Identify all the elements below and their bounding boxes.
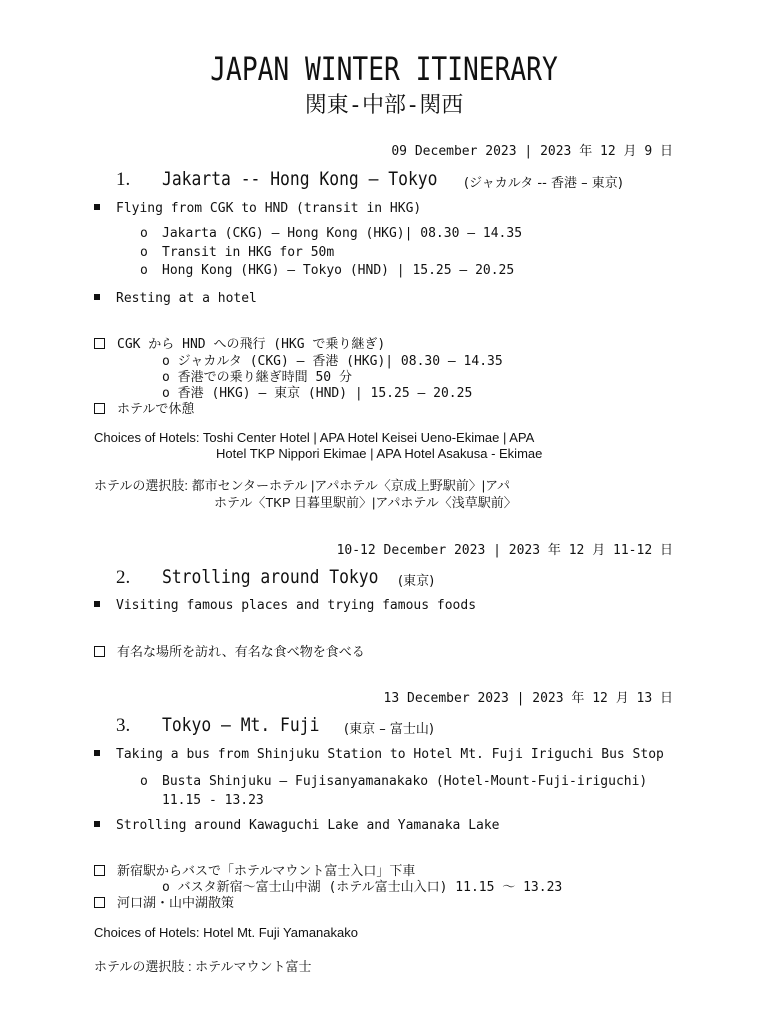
page-title: JAPAN WINTER ITINERARY: [210, 50, 558, 88]
day1-hotels-jp-line-1: ホテルの選択肢: 都市センターホテル |アパホテル〈京成上野駅前〉|アパ: [94, 478, 511, 493]
day1-jp-sub-2: o 香港での乗り継ぎ時間 50 分: [162, 370, 352, 385]
checkbox-square-icon: [94, 646, 105, 657]
checkbox-square-icon: [94, 897, 105, 908]
day1-route-jp: (ジャカルタ -- 香港 – 東京): [464, 176, 623, 191]
day3-jp-bullet-stroll: 河口湖・山中湖散策: [94, 892, 234, 911]
day1-jp-bullet-flight: CGK から HND への飛行 (HKG で乗り継ぎ): [94, 333, 385, 352]
day1-heading: [116, 168, 623, 191]
day3-heading: [116, 714, 434, 737]
day1-sub-2: o Transit in HKG for 50m: [140, 245, 335, 260]
day2-route-jp: (東京): [398, 574, 435, 589]
bullet-square-icon: [94, 750, 100, 756]
day3-date: 13 December 2023 | 2023 年 12 月 13 日: [383, 691, 673, 706]
bullet-square-icon: [94, 204, 100, 210]
page-subtitle: 関東-中部-関西: [304, 93, 464, 118]
day1-jp-sub-1: o ジャカルタ (CKG) – 香港 (HKG)| 08.30 – 14.35: [162, 354, 503, 369]
day3-bullet-stroll: Strolling around Kawaguchi Lake and Yamanaka Lake: [94, 818, 500, 833]
day3-hotels-line: Choices of Hotels: Hotel Mt. Fuji Yamanakako: [94, 925, 358, 940]
day1-number: 1.: [116, 169, 131, 190]
day3-route-jp: (東京 – 富士山): [344, 722, 434, 737]
day2-date: 10-12 December 2023 | 2023 年 12 月 11-12 日: [336, 543, 673, 558]
bullet-square-icon: [94, 821, 100, 827]
day1-sub-1: o Jakarta (CKG) – Hong Kong (HKG)| 08.30 – 14.35: [140, 226, 523, 241]
day1-bullet-rest: Resting at a hotel: [94, 291, 257, 306]
checkbox-square-icon: [94, 865, 105, 876]
day3-sub-1-time: 11.15 - 13.23: [162, 793, 264, 808]
checkbox-square-icon: [94, 338, 105, 349]
day3-bullet-bus: Taking a bus from Shinjuku Station to Hotel Mt. Fuji Iriguchi Bus Stop: [94, 747, 664, 762]
day1-jp-bullet-rest: ホテルで休憩: [94, 398, 194, 417]
day3-jp-bullet-bus: 新宿駅からバスで「ホテルマウント富士入口」下車: [94, 860, 415, 879]
day1-date: 09 December 2023 | 2023 年 12 月 9 日: [391, 144, 673, 159]
day1-hotels-line-2: Hotel TKP Nippori Ekimae | APA Hotel Asakusa - Ekimae: [216, 446, 543, 461]
day1-bullet-flight: Flying from CGK to HND (transit in HKG): [94, 201, 421, 216]
day2-bullet-visit: Visiting famous places and trying famous foods: [94, 598, 476, 613]
day2-heading: [116, 566, 435, 589]
day1-jp-sub-3: o 香港 (HKG) – 東京 (HND) | 15.25 – 20.25: [162, 386, 473, 401]
day3-jp-sub-1: o バスタ新宿〜富士山中湖 (ホテル富士山入口) 11.15 〜 13.23: [162, 880, 563, 895]
day2-number: 2.: [116, 567, 131, 588]
day3-sub-1: o Busta Shinjuku – Fujisanyamanakako (Hotel-Mount-Fuji-iriguchi): [140, 774, 648, 789]
bullet-square-icon: [94, 601, 100, 607]
day3-hotels-jp-line: ホテルの選択肢 : ホテルマウント富士: [94, 959, 312, 974]
day3-route: Tokyo – Mt. Fuji: [162, 714, 320, 736]
bullet-square-icon: [94, 294, 100, 300]
checkbox-square-icon: [94, 403, 105, 414]
day1-route: Jakarta -- Hong Kong – Tokyo: [162, 168, 438, 190]
day2-jp-bullet-visit: 有名な場所を訪れ、有名な食べ物を食べる: [94, 641, 365, 660]
day1-hotels-line-1: Choices of Hotels: Toshi Center Hotel | APA Hotel Keisei Ueno-Ekimae | APA: [94, 430, 535, 445]
day2-route: Strolling around Tokyo: [162, 566, 379, 588]
day1-sub-3: o Hong Kong (HKG) – Tokyo (HND) | 15.25 – 20.25: [140, 263, 515, 278]
day3-number: 3.: [116, 715, 131, 736]
day1-hotels-jp-line-2: ホテル〈TKP 日暮里駅前〉|アパホテル〈浅草駅前〉: [214, 495, 517, 510]
